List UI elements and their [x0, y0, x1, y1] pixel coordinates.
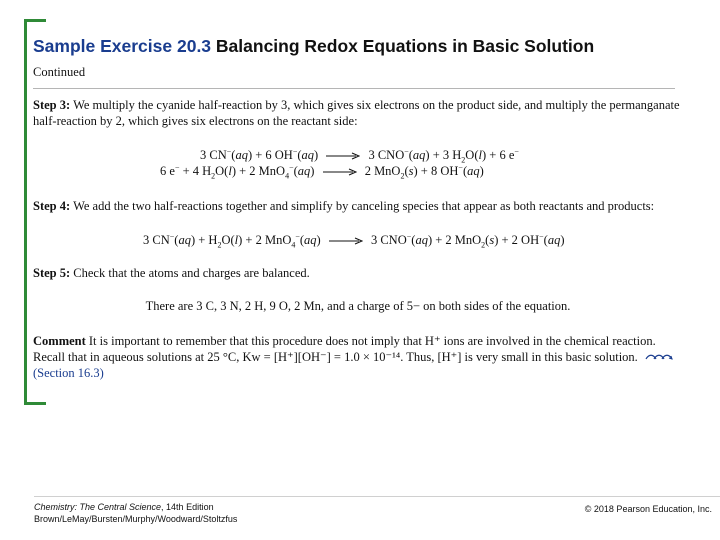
step-3-label: Step 3:: [33, 98, 71, 112]
step-4-paragraph: [33, 198, 683, 214]
long-right-arrow-icon: [329, 237, 363, 245]
book-authors: Brown/LeMay/Bursten/Murphy/Woodward/Stoltzfus: [34, 514, 238, 524]
step-5-label: Step 5:: [33, 266, 71, 280]
book-title: Chemistry: The Central Science: [34, 502, 162, 512]
footer-citation: [34, 501, 237, 525]
title-divider: [33, 88, 675, 89]
half-reaction-reduction: 6 e− + 4 $H_2O(l) + 2$ MnO$_4$−(aq) 2 MnO$_2$(s) + 8 OH−(aq): [160, 162, 484, 181]
step-5-text: Check that the atoms and charges are balanced.: [73, 266, 310, 280]
section-16-3-link[interactable]: (Section 16.3): [33, 366, 104, 380]
half-reaction-oxidation: 3 CN−(aq) + 6 OH−(aq) 3 CNO−(aq) + 3 $H_2O(l) + 6$ e−: [200, 146, 519, 165]
overall-equation: 3 $CN^-(aq) + H_2O(l) + 2$ MnO$_4$−(aq) 3 CNO−(aq) + 2 MnO$_2$(s) + 2 OH−(aq): [143, 231, 565, 250]
long-right-arrow-icon: [326, 152, 360, 160]
title-prefix: Sample Exercise 20.3: [33, 36, 212, 56]
book-edition: , 14th Edition: [161, 502, 214, 512]
comment-paragraph: [33, 333, 683, 381]
slide-bracket-side: [24, 19, 27, 405]
recycle-arrows-icon: [644, 353, 674, 363]
step-4-text: We add the two half-reactions together and simplify by canceling species that appear as both reactants and products:: [73, 199, 655, 213]
copyright-notice: © 2018 Pearson Education, Inc.: [584, 504, 712, 514]
step-3-paragraph: [33, 97, 683, 129]
slide-title: [33, 36, 594, 56]
continued-label: Continued: [33, 65, 86, 79]
slide-bracket-bottom: [24, 402, 46, 405]
balance-summary: There are 3 C, 3 N, 2 H, 9 O, 2 Mn, and a charge of 5− on both sides of the equation.: [145, 299, 571, 313]
long-right-arrow-icon: [323, 168, 357, 176]
slide-bracket-top: [24, 19, 46, 22]
title-main: Balancing Redox Equations in Basic Solution: [215, 36, 595, 56]
step-5-paragraph: [33, 265, 683, 281]
step-3-text: We multiply the cyanide half-reaction by 3, which gives six electrons on the product side, and multiply the permanganate half-reaction by 2, which gives six electrons on the reactant side:: [33, 98, 680, 128]
step-4-label: Step 4:: [33, 199, 71, 213]
comment-text: It is important to remember that this procedure does not imply that H⁺ ions are involved in the chemical reaction. Recall that in aqueous solutions at 25 °C, Kw = [H⁺][OH⁻] = 1.0 × 10⁻¹⁴. Thus, [H⁺] is very small in this basic solution.: [33, 334, 656, 364]
footer-divider: [34, 496, 720, 497]
comment-label: Comment: [33, 334, 86, 348]
